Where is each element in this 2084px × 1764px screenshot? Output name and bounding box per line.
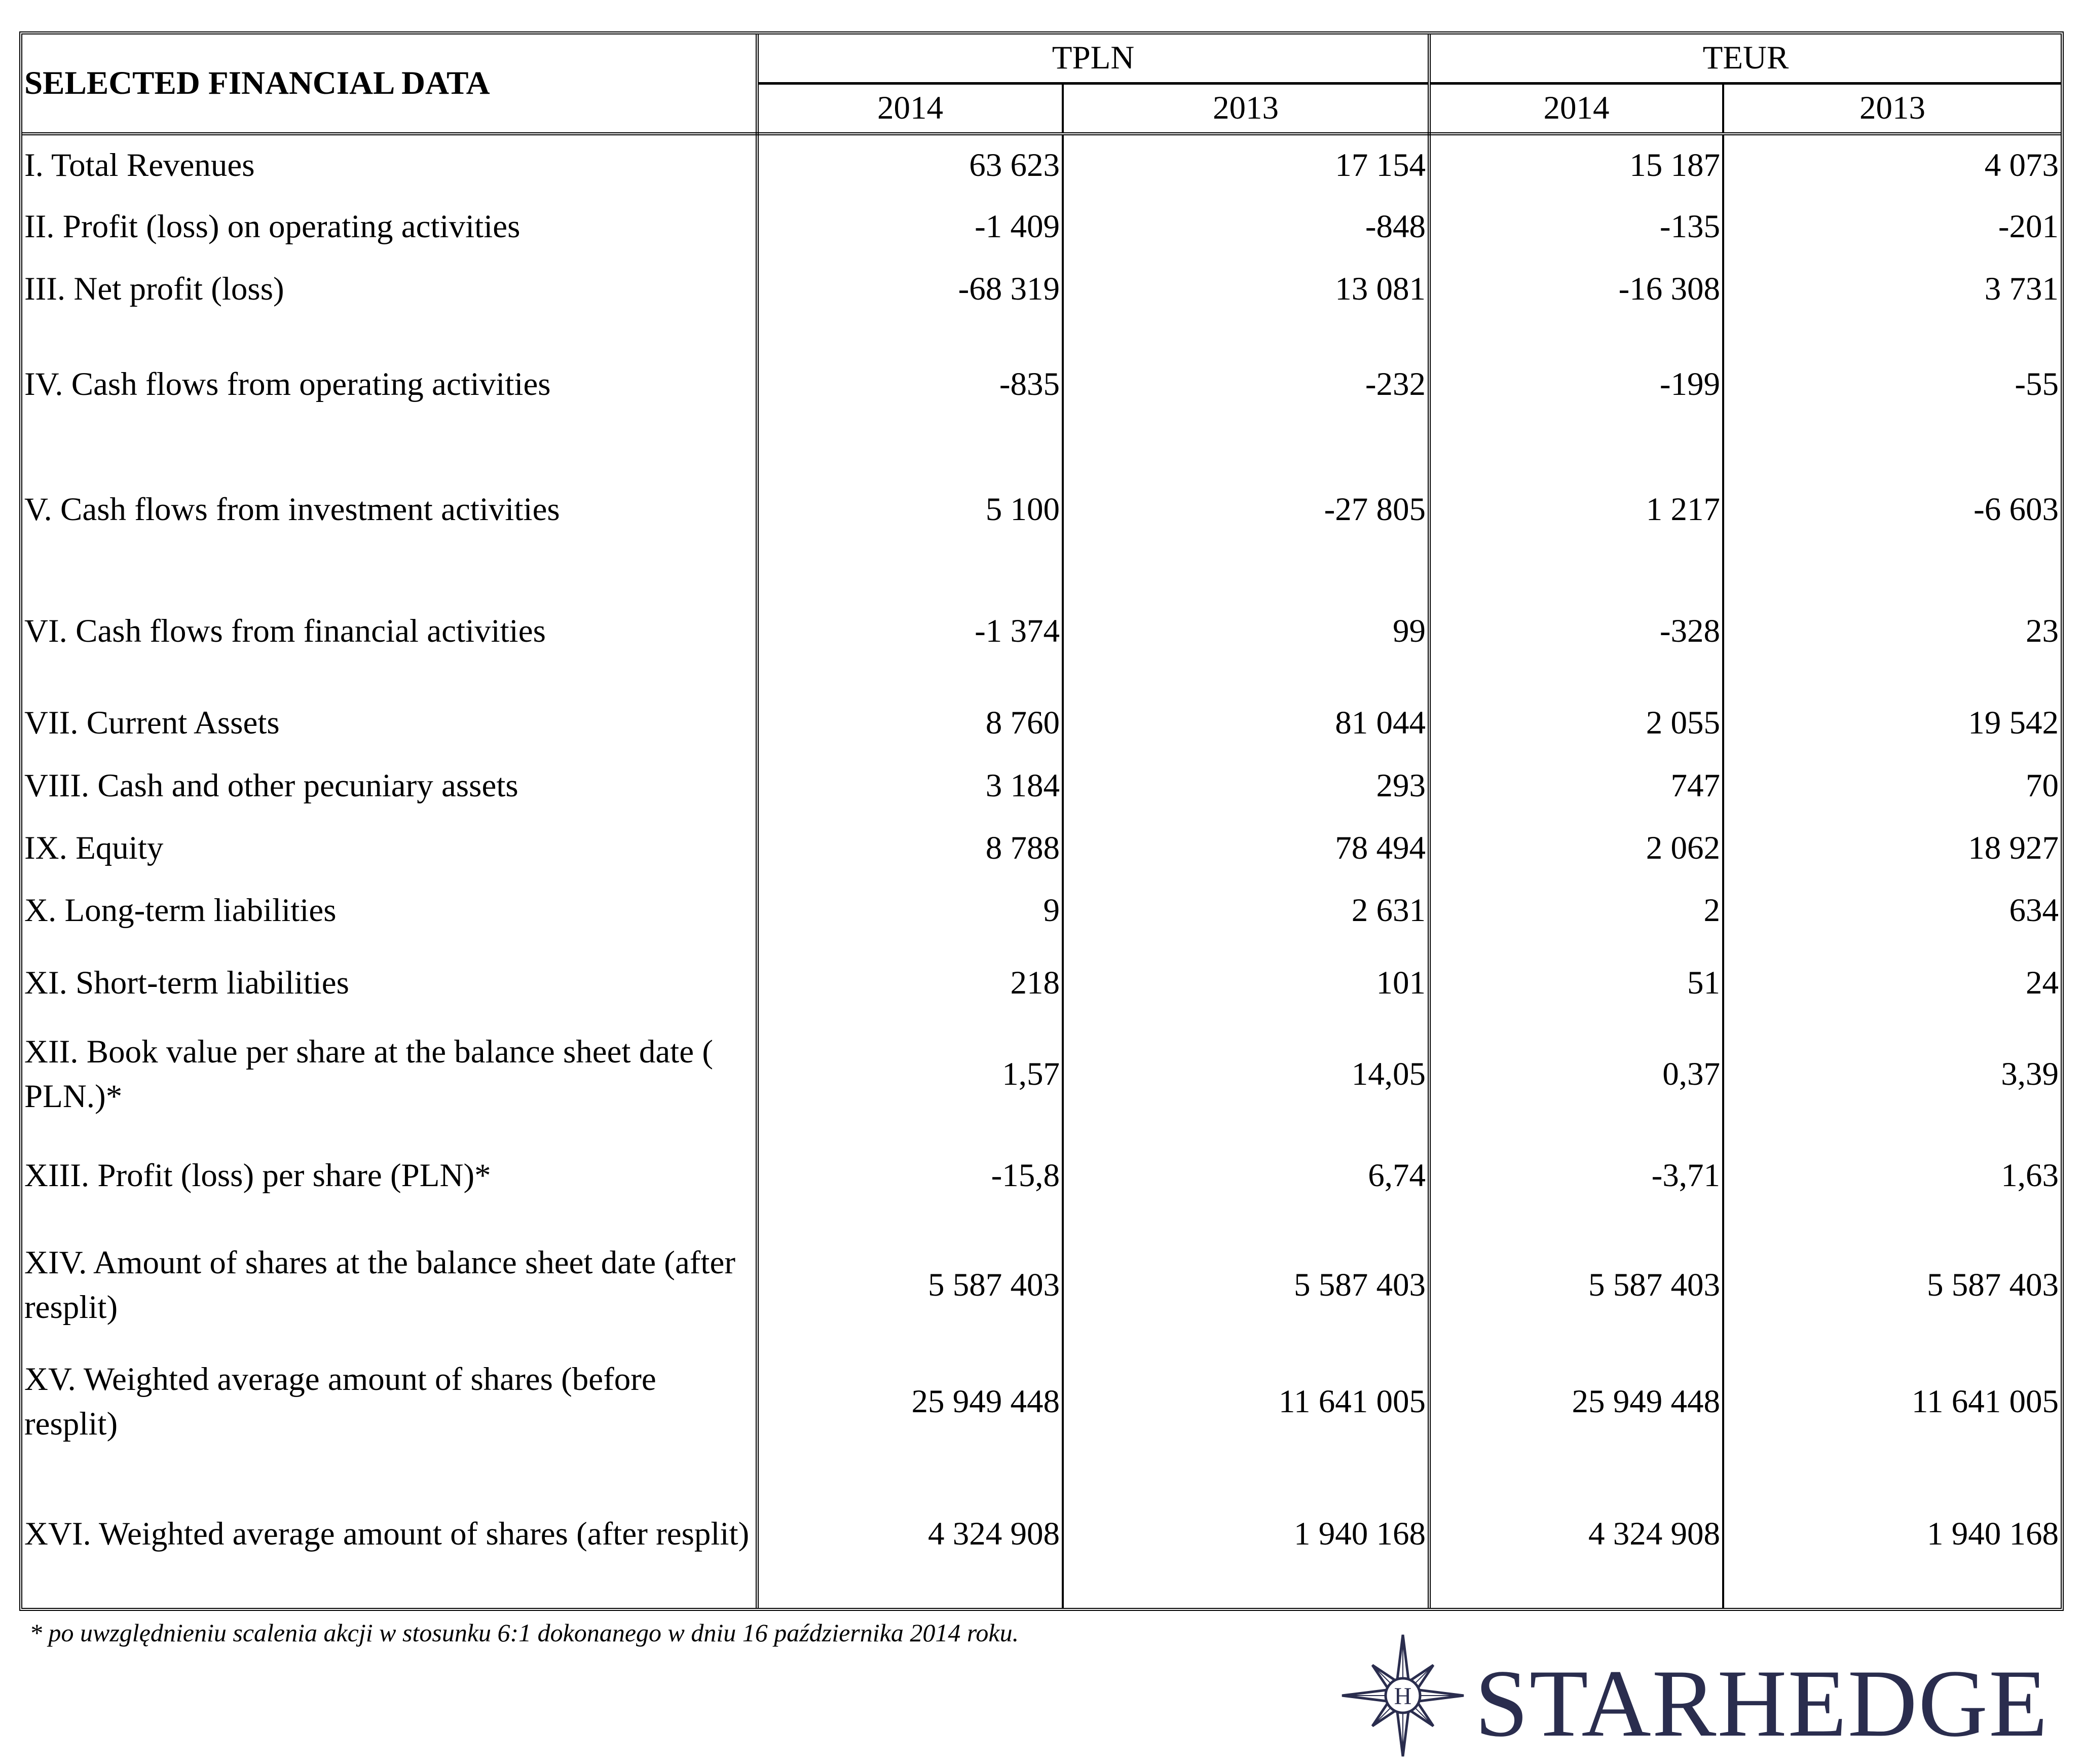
row-label: V. Cash flows from investment activities	[22, 449, 757, 570]
row-value: 101	[1063, 942, 1429, 1023]
row-value: 78 494	[1063, 818, 1429, 879]
row-value: 15 187	[1429, 134, 1723, 196]
table-title: SELECTED FINANCIAL DATA	[22, 34, 757, 134]
row-value: -15,8	[757, 1125, 1063, 1227]
row-label: XII. Book value per share at the balance sheet date ( PLN.)*	[22, 1024, 757, 1125]
row-value: 11 641 005	[1911, 1383, 2059, 1420]
group-header-teur: TEUR	[1429, 34, 2061, 83]
row-value: 2 055	[1429, 692, 1723, 754]
row-value: -6 603	[1974, 491, 2059, 528]
row-value: 18 927	[1968, 829, 2059, 866]
row-value: -16 308	[1429, 258, 1723, 321]
row-value: 293	[1063, 754, 1429, 817]
table-row	[22, 196, 2061, 258]
table-row	[22, 449, 2061, 570]
row-value: 2 062	[1429, 818, 1723, 879]
row-label: XIII. Profit (loss) per share (PLN)*	[22, 1125, 757, 1227]
row-value: -68 319	[757, 258, 1063, 321]
row-value: 13 081	[1063, 258, 1429, 321]
row-label: VIII. Cash and other pecuniary assets	[22, 754, 757, 817]
row-value: -27 805	[1063, 449, 1429, 570]
logo-wordmark: STARHEDGE	[1475, 1650, 2049, 1757]
row-value: -55	[2015, 366, 2059, 403]
table-row	[22, 1024, 2061, 1125]
table-row	[22, 818, 2061, 879]
starhedge-logo	[1328, 1632, 2058, 1759]
row-value: 81 044	[1063, 692, 1429, 754]
row-value: 70	[2026, 767, 2059, 804]
row-value: 747	[1429, 754, 1723, 817]
row-value: 5 587 403	[1429, 1227, 1723, 1343]
logo-emblem-letter: H	[1394, 1683, 1412, 1710]
year-header-tpln-2014: 2014	[757, 83, 1063, 134]
table-row	[22, 1227, 2061, 1343]
row-value: -232	[1063, 321, 1429, 449]
row-value: 0,37	[1429, 1024, 1723, 1125]
row-label: II. Profit (loss) on operating activities	[22, 196, 757, 258]
footnote: * po uwzględnieniu scalenia akcji w stosunku 6:1 dokonanego w dniu 16 października 2014 roku.	[29, 1619, 1019, 1647]
row-value: 24	[2026, 964, 2059, 1001]
row-value: -201	[1998, 208, 2059, 245]
row-value: 2	[1429, 879, 1723, 942]
row-value: -1 374	[757, 571, 1063, 692]
row-value: 17 154	[1063, 134, 1429, 196]
row-value: -135	[1429, 196, 1723, 258]
star-compass-icon	[1328, 1632, 1465, 1759]
year-header-teur-2013: 2013	[1723, 83, 2061, 134]
group-header-tpln: TPLN	[757, 34, 1429, 83]
row-label: X. Long-term liabilities	[22, 879, 757, 942]
row-value: 11 641 005	[1063, 1344, 1429, 1460]
row-value: 4 324 908	[757, 1460, 1063, 1608]
row-value: 634	[2009, 892, 2059, 929]
row-label: III. Net profit (loss)	[22, 258, 757, 321]
row-value: -1 409	[757, 196, 1063, 258]
row-value: 1 940 168	[1927, 1515, 2059, 1552]
row-value: -835	[757, 321, 1063, 449]
row-value: 25 949 448	[1429, 1344, 1723, 1460]
financial-table-frame	[19, 31, 2064, 1611]
table-row	[22, 754, 2061, 817]
row-value: 5 587 403	[1063, 1227, 1429, 1343]
row-label: VII. Current Assets	[22, 692, 757, 754]
row-value: 4 324 908	[1429, 1460, 1723, 1608]
table-row	[22, 258, 2061, 321]
row-value: 2 631	[1063, 879, 1429, 942]
row-value: 5 100	[757, 449, 1063, 570]
table-row	[22, 1460, 2061, 1608]
row-value: 99	[1063, 571, 1429, 692]
row-value: 1 940 168	[1063, 1460, 1429, 1608]
row-value: 218	[757, 942, 1063, 1023]
row-label: XIV. Amount of shares at the balance sheet date (after resplit)	[22, 1227, 757, 1343]
row-value: 3 184	[757, 754, 1063, 817]
row-value: 1 217	[1429, 449, 1723, 570]
table-row	[22, 1344, 2061, 1460]
year-header-tpln-2013: 2013	[1063, 83, 1429, 134]
row-value: 23	[2026, 613, 2059, 650]
row-value: 8 788	[757, 818, 1063, 879]
table-row	[22, 692, 2061, 754]
row-value: 3 731	[1984, 270, 2059, 307]
row-value: 9	[757, 879, 1063, 942]
row-value: 6,74	[1063, 1125, 1429, 1227]
row-value: 25 949 448	[757, 1344, 1063, 1460]
table-row	[22, 571, 2061, 692]
row-label: XV. Weighted average amount of shares (before resplit)	[22, 1344, 757, 1460]
row-value: -199	[1429, 321, 1723, 449]
row-value: 1,57	[757, 1024, 1063, 1125]
table-row	[22, 321, 2061, 449]
table-row	[22, 942, 2061, 1023]
year-header-teur-2014: 2014	[1429, 83, 1723, 134]
table-body	[22, 134, 2061, 1608]
row-value: 3,39	[2001, 1055, 2059, 1092]
row-value: 4 073	[1984, 146, 2059, 183]
table-row	[22, 1125, 2061, 1227]
row-value: 5 587 403	[1927, 1266, 2059, 1303]
row-label: XI. Short-term liabilities	[22, 942, 757, 1023]
row-label: IV. Cash flows from operating activities	[22, 321, 757, 449]
row-value: 5 587 403	[757, 1227, 1063, 1343]
row-label: XVI. Weighted average amount of shares (after resplit)	[22, 1460, 757, 1608]
row-value: -3,71	[1429, 1125, 1723, 1227]
table-row	[22, 879, 2061, 942]
row-value: 8 760	[757, 692, 1063, 754]
row-value: 51	[1429, 942, 1723, 1023]
row-label: I. Total Revenues	[22, 134, 757, 196]
selected-financial-data-table	[22, 34, 2061, 1608]
row-value: -848	[1063, 196, 1429, 258]
row-label: IX. Equity	[22, 818, 757, 879]
row-value: 63 623	[757, 134, 1063, 196]
row-value: 1,63	[2001, 1157, 2059, 1194]
row-value: 19 542	[1968, 705, 2059, 742]
row-value: -328	[1429, 571, 1723, 692]
table-row	[22, 134, 2061, 196]
row-label: VI. Cash flows from financial activities	[22, 571, 757, 692]
row-value: 14,05	[1063, 1024, 1429, 1125]
